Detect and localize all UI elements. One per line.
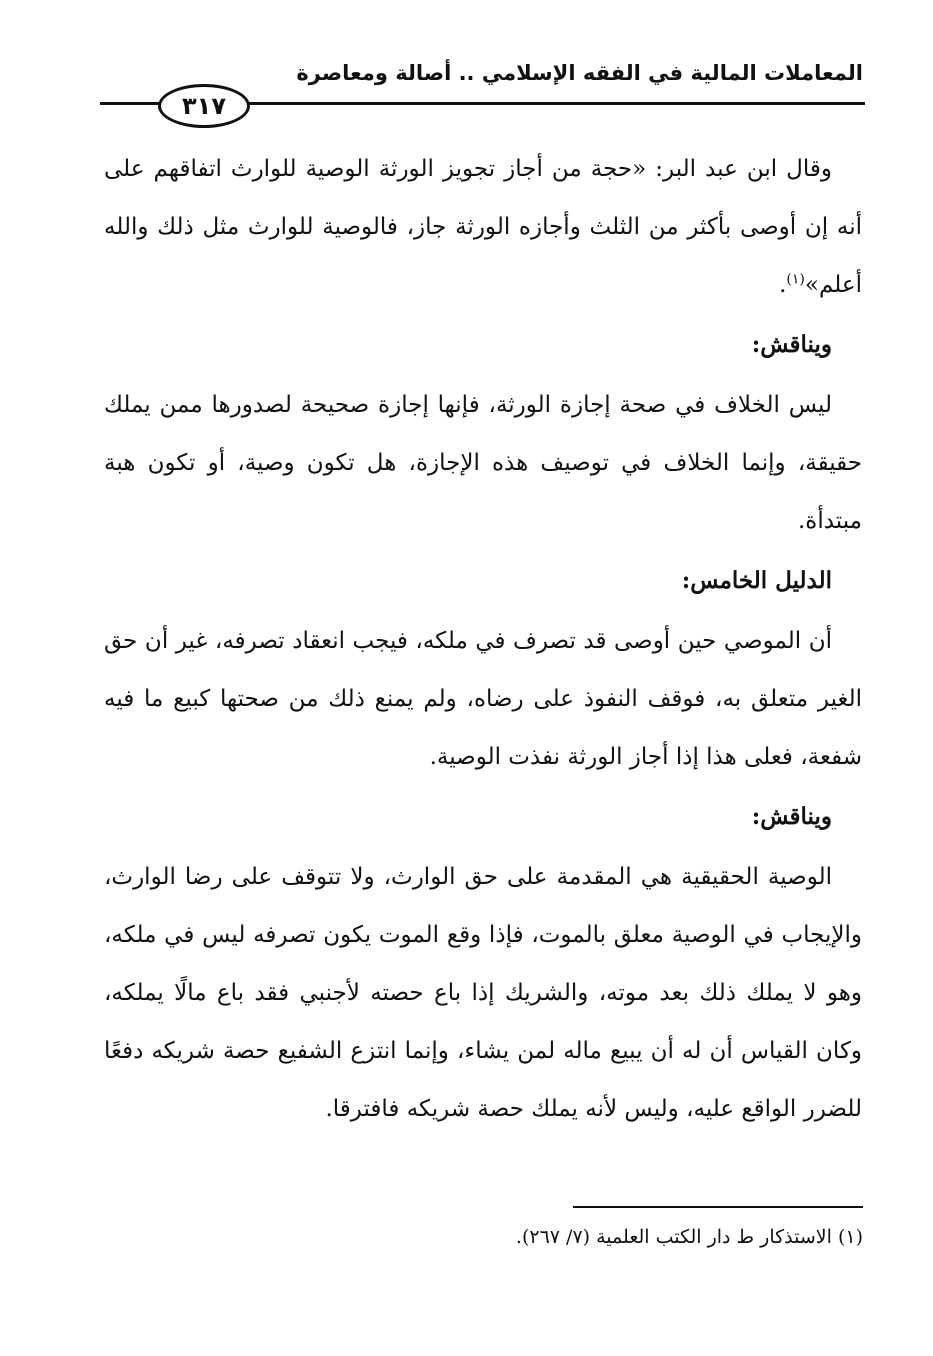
paragraph-discussion-1: ليس الخلاف في صحة إجازة الورثة، فإنها إجازة صحيحة لصدورها ممن يملك حقيقة، وإنما الخلاف في توصيف هذه الإجازة، هل تكون وصية، أو تكون هبة مبتدأة.: [104, 392, 862, 534]
footnote-reference[interactable]: (١): [786, 271, 805, 288]
quote-text: وقال ابن عبد البر: «حجة من أجاز تجويز الورثة الوصية للوارث اتفاقهم على أنه إن أوصى بأكثر من الثلث وأجازه الورثة جاز، فالوصية للوارث مثل ذلك والله أعلم»: [104, 156, 862, 298]
main-text: [104, 140, 862, 1138]
paragraph-discussion-2: الوصية الحقيقية هي المقدمة على حق الوارث، ولا تتوقف على رضا الوارث، والإيجاب في الوصية معلق بالموت، فإذا وقع الموت يكون تصرفه ليس في ملكه، وهو لا يملك ذلك بعد موته، والشريك إذا باع حصته لأجنبي فقد باع مالًا يملكه، وكان القياس أن له أن يبيع ماله لمن يشاء، وإنما انتزع الشفيع حصة شريكه دفعًا للضرر الواقع عليه، وليس لأنه يملك حصة شريكه فافترقا.: [104, 864, 862, 1122]
section-heading-fifth-evidence: الدليل الخامس:: [681, 567, 832, 594]
section-heading-discussion-1: ويناقش:: [751, 331, 832, 358]
footnote: (١) الاستذكار ط دار الكتب العلمية (٧/ ٢٦٧).: [515, 1226, 863, 1248]
paragraph-fifth-evidence: أن الموصي حين أوصى قد تصرف في ملكه، فيجب انعقاد تصرفه، غير أن حق الغير متعلق به، فوقف النفوذ على رضاه، ولم يمنع ذلك من صحتها كبيع ما فيه شفعة، فعلى هذا إذا أجاز الورثة نفذت الوصية.: [104, 628, 862, 770]
paragraph-quote: [104, 140, 862, 314]
page-number-badge: ٣١٧: [158, 84, 250, 128]
section-heading-discussion-2: ويناقش:: [751, 803, 832, 830]
running-header-title: المعاملات المالية في الفقه الإسلامي .. أصالة ومعاصرة: [296, 61, 863, 85]
quote-end: .: [779, 272, 787, 298]
footnote-rule: [573, 1206, 863, 1208]
